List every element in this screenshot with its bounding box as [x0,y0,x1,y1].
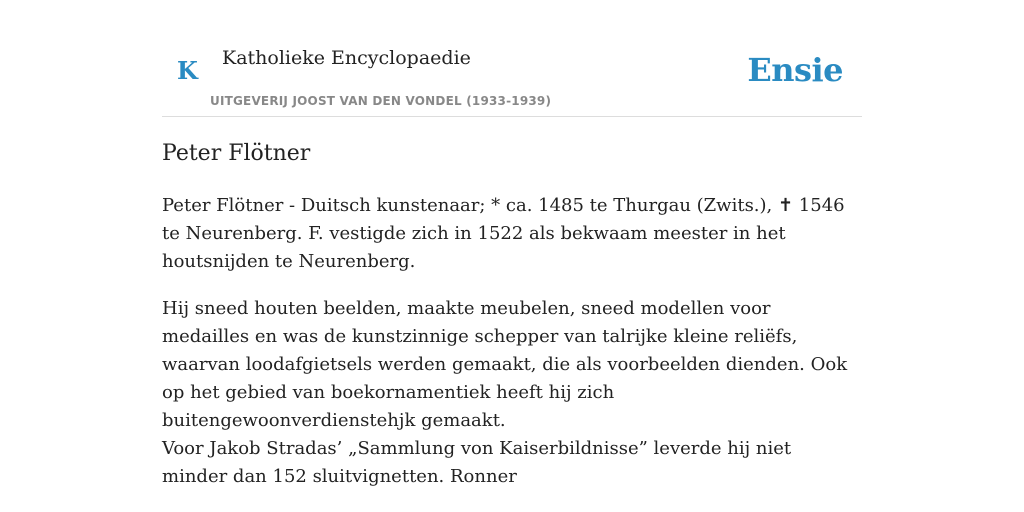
article-paragraph: Voor Jakob Stradas’ „Sammlung von Kaiserbildnisse” leverde hij niet minder dan 152 sluitvignetten. Ronner [162,438,792,487]
site-header [162,0,862,117]
publisher-label: UITGEVERIJ JOOST VAN DEN VONDEL (1933-1939) [210,94,552,108]
article-paragraph: Hij sneed houten beelden, maakte meubelen, sneed modellen voor medailles en was de kunstzinnige schepper van talrijke kleine reliëfs, waarvan loodafgietsels werden gemaakt, die als voorbeelden dienden. Ook op het gebied van boekornamentiek heeft hij zich buitengewoonverdienstehjk gemaakt. [162,298,848,431]
book-title-link[interactable]: Katholieke Encyclopaedie [222,47,471,69]
ensie-brand-logo[interactable]: Ensie [747,51,843,89]
article [162,138,862,487]
article-title: Peter Flötner [162,141,311,166]
article-paragraph: Peter Flötner - Duitsch kunstenaar; * ca. 1485 te Thurgau (Zwits.), ✝ 1546 te Neurenberg. F. vestigde zich in 1522 als bekwaam meester in het houtsnijden te Neurenberg. [162,195,845,272]
book-logo[interactable]: K [177,56,198,85]
